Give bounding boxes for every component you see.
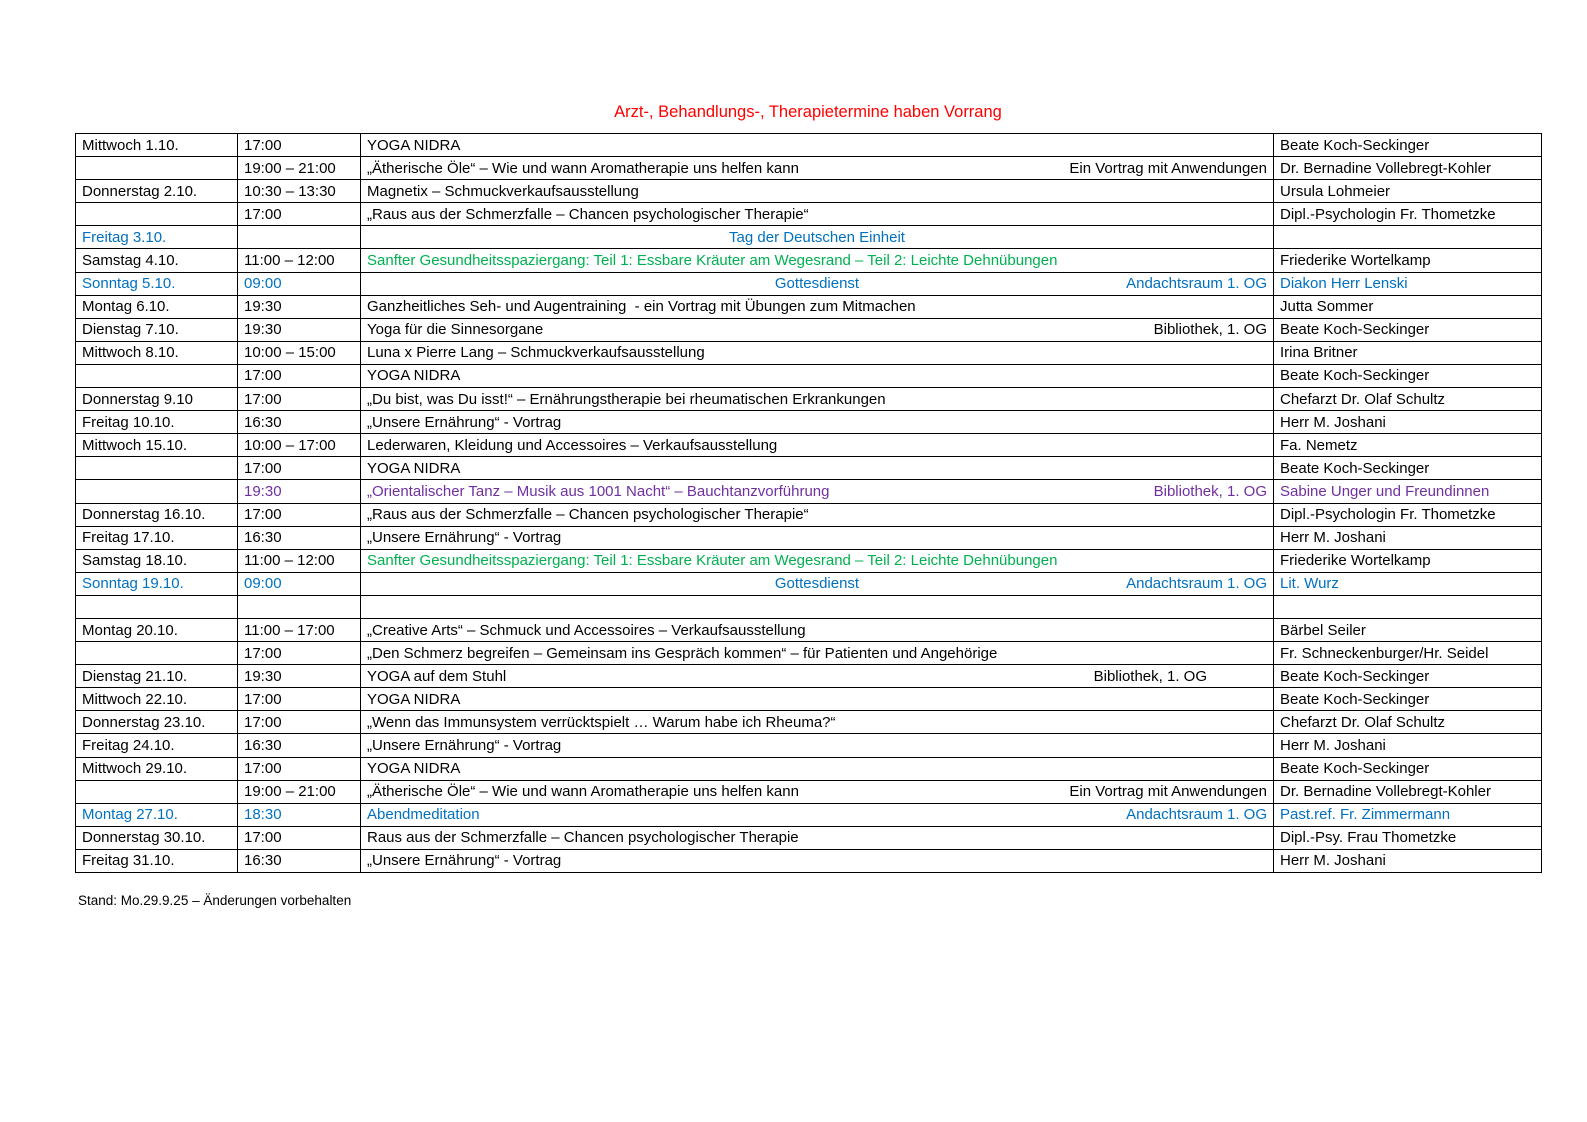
event-line (367, 529, 1267, 546)
day-cell: Mittwoch 22.10. (76, 688, 238, 711)
day-cell (76, 780, 238, 803)
person-cell: Ursula Lohmeier (1274, 180, 1542, 203)
day-cell: Samstag 4.10. (76, 249, 238, 272)
event-line (367, 829, 1267, 846)
event-cell (361, 226, 1274, 249)
event-cell (361, 157, 1274, 180)
event-cell (361, 434, 1274, 457)
time-cell: 10:00 – 17:00 (238, 434, 361, 457)
day-cell: Mittwoch 8.10. (76, 341, 238, 364)
day-cell: Donnerstag 30.10. (76, 826, 238, 849)
person-cell: Friederike Wortelkamp (1274, 249, 1542, 272)
event-title: „Wenn das Immunsystem verrücktspielt … Warum habe ich Rheuma?“ (367, 713, 836, 731)
table-row (76, 364, 1542, 387)
event-title: Sanfter Gesundheitsspaziergang: Teil 1: Essbare Kräuter am Wegesrand – Teil 2: Leichte Dehnübungen (367, 252, 1058, 270)
event-cell (361, 549, 1274, 572)
person-cell: Dr. Bernadine Vollebregt-Kohler (1274, 157, 1542, 180)
day-cell: Freitag 3.10. (76, 226, 238, 249)
day-cell: Mittwoch 29.10. (76, 757, 238, 780)
event-note: Bibliothek, 1. OG (1153, 482, 1267, 500)
event-line (367, 783, 1267, 800)
time-cell: 17:00 (238, 503, 361, 526)
event-line (367, 714, 1267, 731)
event-line (367, 806, 1267, 823)
day-cell: Freitag 10.10. (76, 411, 238, 434)
table-row (76, 526, 1542, 549)
table-row (76, 341, 1542, 364)
time-cell: 17:00 (238, 203, 361, 226)
event-line (367, 575, 1267, 592)
time-cell: 10:30 – 13:30 (238, 180, 361, 203)
person-cell: Friederike Wortelkamp (1274, 549, 1542, 572)
event-location-note: Andachtsraum 1. OG (1126, 575, 1267, 593)
event-cell (361, 203, 1274, 226)
event-cell (361, 457, 1274, 480)
table-row (76, 134, 1542, 157)
person-cell: Beate Koch-Seckinger (1274, 757, 1542, 780)
event-cell (361, 480, 1274, 503)
event-cell (361, 826, 1274, 849)
day-cell: Sonntag 5.10. (76, 272, 238, 295)
event-line (367, 160, 1267, 177)
event-note: Andachtsraum 1. OG (1126, 806, 1267, 824)
event-cell (361, 688, 1274, 711)
event-title: „Raus aus der Schmerzfalle – Chancen psychologischer Therapie“ (367, 205, 809, 223)
footer-note: Stand: Mo.29.9.25 – Änderungen vorbehalten (78, 893, 352, 908)
time-cell: 19:00 – 21:00 (238, 780, 361, 803)
person-cell: Bärbel Seiler (1274, 618, 1542, 641)
time-cell: 19:30 (238, 318, 361, 341)
event-cell (361, 526, 1274, 549)
time-cell (238, 595, 361, 618)
table-row (76, 411, 1542, 434)
event-cell (361, 388, 1274, 411)
event-title: Tag der Deutschen Einheit (729, 228, 905, 246)
event-cell (361, 618, 1274, 641)
event-note: Ein Vortrag mit Anwendungen (1069, 159, 1267, 177)
person-cell (1274, 595, 1542, 618)
event-title: „Du bist, was Du isst!“ – Ernährungstherapie bei rheumatischen Erkrankungen (367, 390, 886, 408)
event-note-area (859, 275, 1267, 292)
event-cell (361, 572, 1274, 595)
table-row (76, 757, 1542, 780)
time-cell: 09:00 (238, 572, 361, 595)
event-title: Gottesdienst (774, 275, 860, 293)
person-cell: Chefarzt Dr. Olaf Schultz (1274, 388, 1542, 411)
day-cell (76, 480, 238, 503)
table-row (76, 249, 1542, 272)
table-row (76, 618, 1542, 641)
event-title: „Den Schmerz begreifen – Gemeinsam ins Gespräch kommen“ – für Patienten und Angehörige (367, 644, 998, 662)
event-cell (361, 503, 1274, 526)
day-cell: Donnerstag 2.10. (76, 180, 238, 203)
event-title: YOGA NIDRA (367, 690, 461, 708)
event-title: YOGA NIDRA (367, 459, 461, 477)
event-cell (361, 642, 1274, 665)
event-title: Raus aus der Schmerzfalle – Chancen psychologischer Therapie (367, 829, 799, 847)
person-cell: Fa. Nemetz (1274, 434, 1542, 457)
day-cell (76, 595, 238, 618)
time-cell: 10:00 – 15:00 (238, 341, 361, 364)
person-cell: Beate Koch-Seckinger (1274, 688, 1542, 711)
day-cell: Donnerstag 16.10. (76, 503, 238, 526)
day-cell: Samstag 18.10. (76, 549, 238, 572)
table-row (76, 295, 1542, 318)
person-cell: Chefarzt Dr. Olaf Schultz (1274, 711, 1542, 734)
table-row (76, 503, 1542, 526)
event-note: Ein Vortrag mit Anwendungen (1069, 783, 1267, 801)
event-line (367, 137, 1267, 154)
table-row (76, 318, 1542, 341)
event-line (367, 737, 1267, 754)
event-line (367, 483, 1267, 500)
event-line (367, 391, 1267, 408)
person-cell: Dr. Bernadine Vollebregt-Kohler (1274, 780, 1542, 803)
event-cell (361, 803, 1274, 826)
time-cell: 11:00 – 17:00 (238, 618, 361, 641)
time-cell: 17:00 (238, 364, 361, 387)
time-cell: 17:00 (238, 457, 361, 480)
time-cell: 19:30 (238, 480, 361, 503)
table-row (76, 688, 1542, 711)
time-cell: 17:00 (238, 826, 361, 849)
event-title: „Unsere Ernährung“ - Vortrag (367, 736, 562, 754)
event-cell (361, 595, 1274, 618)
event-title: „Orientalischer Tanz – Musik aus 1001 Nacht“ – Bauchtanzvorführung (367, 482, 830, 500)
day-cell: Montag 20.10. (76, 618, 238, 641)
time-cell: 16:30 (238, 734, 361, 757)
event-line (367, 414, 1267, 431)
table-row (76, 734, 1542, 757)
event-cell (361, 711, 1274, 734)
event-title: Ganzheitliches Seh- und Augentraining - ein Vortrag mit Übungen zum Mitmachen (367, 298, 916, 316)
table-row (76, 780, 1542, 803)
table-row (76, 272, 1542, 295)
person-cell: Dipl.-Psychologin Fr. Thometzke (1274, 203, 1542, 226)
event-line (367, 760, 1267, 777)
day-cell: Dienstag 21.10. (76, 665, 238, 688)
event-cell (361, 734, 1274, 757)
person-cell: Irina Britner (1274, 341, 1542, 364)
person-cell: Sabine Unger und Freundinnen (1274, 480, 1542, 503)
event-cell (361, 665, 1274, 688)
event-title: Gottesdienst (774, 575, 860, 593)
table-row (76, 480, 1542, 503)
event-cell (361, 757, 1274, 780)
day-cell: Dienstag 7.10. (76, 318, 238, 341)
event-cell (361, 180, 1274, 203)
event-title: Lederwaren, Kleidung und Accessoires – Verkaufsausstellung (367, 436, 778, 454)
event-note: Bibliothek, 1. OG (1093, 667, 1207, 685)
event-title: Magnetix – Schmuckverkaufsausstellung (367, 182, 639, 200)
event-title: „Ätherische Öle“ – Wie und wann Aromatherapie uns helfen kann (367, 159, 799, 177)
day-cell (76, 364, 238, 387)
time-cell: 16:30 (238, 526, 361, 549)
event-title: YOGA auf dem Stuhl (367, 667, 507, 685)
time-cell: 19:30 (238, 295, 361, 318)
day-cell (76, 203, 238, 226)
event-line (367, 552, 1267, 569)
event-line (367, 183, 1267, 200)
table-row (76, 388, 1542, 411)
time-cell: 16:30 (238, 411, 361, 434)
day-cell (76, 457, 238, 480)
event-cell (361, 849, 1274, 872)
person-cell: Beate Koch-Seckinger (1274, 364, 1542, 387)
person-cell: Beate Koch-Seckinger (1274, 318, 1542, 341)
time-cell: 18:30 (238, 803, 361, 826)
event-line (367, 506, 1267, 523)
time-cell: 19:00 – 21:00 (238, 157, 361, 180)
table-row (76, 203, 1542, 226)
event-line (367, 344, 1267, 361)
day-cell: Sonntag 19.10. (76, 572, 238, 595)
event-title: Yoga für die Sinnesorgane (367, 321, 544, 339)
table-row (76, 665, 1542, 688)
event-title: Luna x Pierre Lang – Schmuckverkaufsausstellung (367, 344, 705, 362)
event-cell (361, 318, 1274, 341)
event-title: YOGA NIDRA (367, 367, 461, 385)
person-cell: Beate Koch-Seckinger (1274, 457, 1542, 480)
table-row (76, 549, 1542, 572)
day-cell: Montag 27.10. (76, 803, 238, 826)
event-line (367, 460, 1267, 477)
time-cell: 16:30 (238, 849, 361, 872)
day-cell: Mittwoch 1.10. (76, 134, 238, 157)
event-title: „Creative Arts“ – Schmuck und Accessoires – Verkaufsausstellung (367, 621, 806, 639)
event-cell (361, 411, 1274, 434)
event-line (367, 437, 1267, 454)
day-cell (76, 157, 238, 180)
event-title: YOGA NIDRA (367, 760, 461, 778)
table-row (76, 434, 1542, 457)
day-cell: Donnerstag 23.10. (76, 711, 238, 734)
time-cell: 17:00 (238, 642, 361, 665)
table-row (76, 226, 1542, 249)
day-cell: Freitag 17.10. (76, 526, 238, 549)
time-cell: 19:30 (238, 665, 361, 688)
time-cell: 17:00 (238, 134, 361, 157)
time-cell: 17:00 (238, 688, 361, 711)
event-line (367, 298, 1267, 315)
event-line (367, 206, 1267, 223)
event-title: Sanfter Gesundheitsspaziergang: Teil 1: Essbare Kräuter am Wegesrand – Teil 2: Leichte Dehnübungen (367, 552, 1058, 570)
person-cell: Fr. Schneckenburger/Hr. Seidel (1274, 642, 1542, 665)
schedule-table-body (76, 134, 1542, 873)
table-row (76, 642, 1542, 665)
event-line (367, 691, 1267, 708)
table-row (76, 572, 1542, 595)
time-cell: 11:00 – 12:00 (238, 549, 361, 572)
table-row (76, 803, 1542, 826)
event-line (367, 367, 1267, 384)
event-line (367, 645, 1267, 662)
event-line (367, 668, 1267, 685)
event-cell (361, 780, 1274, 803)
event-line (367, 321, 1267, 338)
time-cell (238, 226, 361, 249)
day-cell: Freitag 24.10. (76, 734, 238, 757)
event-title: „Raus aus der Schmerzfalle – Chancen psychologischer Therapie“ (367, 506, 809, 524)
event-cell (361, 134, 1274, 157)
time-cell: 11:00 – 12:00 (238, 249, 361, 272)
time-cell: 17:00 (238, 757, 361, 780)
event-line (367, 229, 1267, 246)
schedule-table (75, 133, 1542, 873)
event-title: „Unsere Ernährung“ - Vortrag (367, 413, 562, 431)
event-line (367, 275, 1267, 292)
person-cell: Beate Koch-Seckinger (1274, 134, 1542, 157)
day-cell: Montag 6.10. (76, 295, 238, 318)
person-cell: Past.ref. Fr. Zimmermann (1274, 803, 1542, 826)
person-cell: Herr M. Joshani (1274, 734, 1542, 757)
event-line (367, 622, 1267, 639)
event-cell (361, 364, 1274, 387)
event-cell (361, 249, 1274, 272)
table-row (76, 711, 1542, 734)
person-cell (1274, 226, 1542, 249)
event-title: „Ätherische Öle“ – Wie und wann Aromatherapie uns helfen kann (367, 783, 799, 801)
event-title: „Unsere Ernährung“ - Vortrag (367, 852, 562, 870)
event-note-area (859, 575, 1267, 592)
time-cell: 17:00 (238, 388, 361, 411)
event-line (367, 852, 1267, 869)
event-title: „Unsere Ernährung“ - Vortrag (367, 529, 562, 547)
person-cell: Jutta Sommer (1274, 295, 1542, 318)
table-row (76, 457, 1542, 480)
person-cell: Herr M. Joshani (1274, 849, 1542, 872)
event-title: Abendmeditation (367, 806, 480, 824)
event-title: YOGA NIDRA (367, 136, 461, 154)
day-cell: Donnerstag 9.10 (76, 388, 238, 411)
time-cell: 17:00 (238, 711, 361, 734)
time-cell: 09:00 (238, 272, 361, 295)
event-cell (361, 341, 1274, 364)
table-row (76, 595, 1542, 618)
person-cell: Herr M. Joshani (1274, 526, 1542, 549)
event-location-note: Andachtsraum 1. OG (1126, 275, 1267, 293)
person-cell: Beate Koch-Seckinger (1274, 665, 1542, 688)
day-cell (76, 642, 238, 665)
person-cell: Dipl.-Psy. Frau Thometzke (1274, 826, 1542, 849)
person-cell: Herr M. Joshani (1274, 411, 1542, 434)
table-row (76, 826, 1542, 849)
table-row (76, 157, 1542, 180)
table-row (76, 849, 1542, 872)
person-cell: Dipl.-Psychologin Fr. Thometzke (1274, 503, 1542, 526)
person-cell: Lit. Wurz (1274, 572, 1542, 595)
event-cell (361, 295, 1274, 318)
table-row (76, 180, 1542, 203)
event-cell (361, 272, 1274, 295)
day-cell: Freitag 31.10. (76, 849, 238, 872)
day-cell: Mittwoch 15.10. (76, 434, 238, 457)
person-cell: Diakon Herr Lenski (1274, 272, 1542, 295)
event-line (367, 252, 1267, 269)
schedule-title: Arzt-, Behandlungs-, Therapietermine haben Vorrang (614, 103, 1002, 121)
event-note: Bibliothek, 1. OG (1153, 321, 1267, 339)
